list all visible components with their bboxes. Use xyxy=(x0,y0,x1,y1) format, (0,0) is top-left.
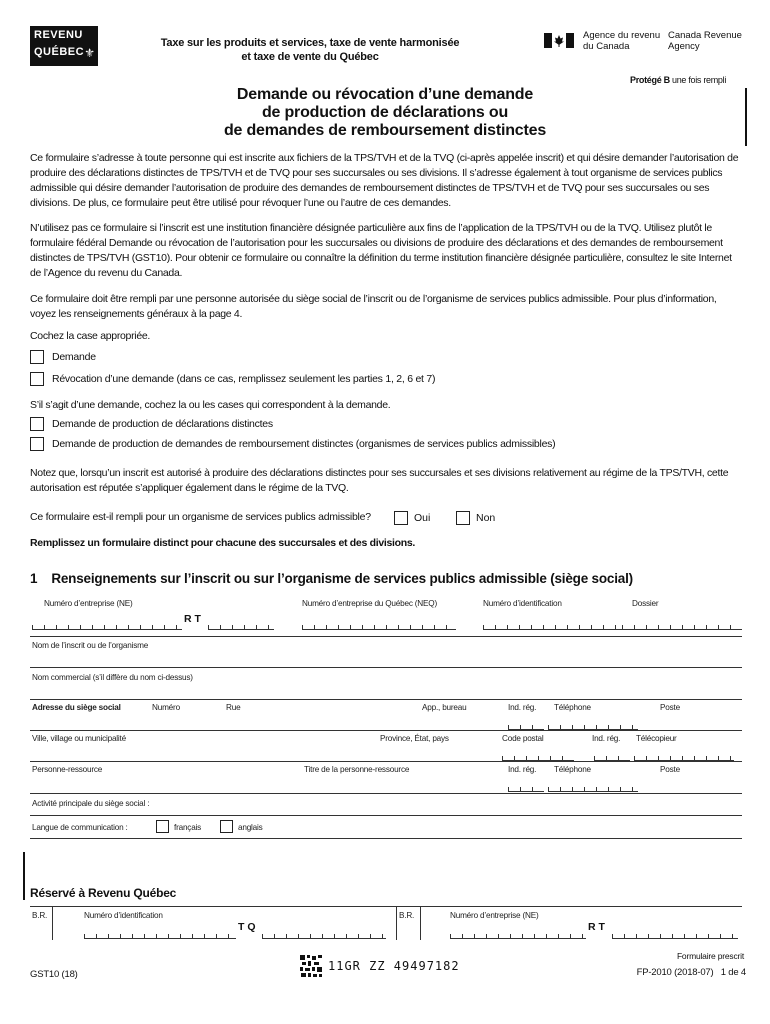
page-title xyxy=(150,86,620,140)
anglais-checkbox[interactable] xyxy=(220,820,233,833)
organism-question-row xyxy=(30,511,371,523)
adresse-label: Adresse du siège social xyxy=(32,703,121,712)
code-postal-label: Code postal xyxy=(502,734,544,743)
nom-inscrit-input[interactable] xyxy=(30,652,742,666)
titre-label: Titre de la personne-ressource xyxy=(304,765,410,774)
personne-label: Personne-ressource xyxy=(32,765,103,774)
non-option xyxy=(456,511,495,525)
ind-reg-input-1[interactable] xyxy=(508,722,544,730)
title-line2: de production de déclarations ou xyxy=(261,104,509,121)
cra-name-en xyxy=(668,30,742,52)
neq-label: Numéro d’entreprise du Québec (NEQ) xyxy=(302,599,437,608)
titre-input[interactable] xyxy=(302,776,498,790)
reserved-top-line xyxy=(30,906,742,907)
nom-commercial-input[interactable] xyxy=(30,684,742,698)
francais-label: français xyxy=(174,823,202,832)
poste-label-2: Poste xyxy=(660,765,680,774)
demande-checkbox[interactable] xyxy=(30,350,44,364)
code-postal-input[interactable] xyxy=(502,753,574,761)
demande-label: Demande xyxy=(52,350,96,363)
tax-title-line1: Taxe sur les produits et services, taxe de vente harmonisée xyxy=(160,37,460,49)
rue-label: Rue xyxy=(226,703,241,712)
personne-input[interactable] xyxy=(30,776,300,790)
section1-heading xyxy=(30,571,633,586)
revocation-label: Révocation d’une demande (dans ce cas, remplissez seulement les parties 1, 2, 6 et 7) xyxy=(52,372,436,385)
option-revocation xyxy=(30,372,435,386)
reserved-divider-2 xyxy=(396,906,397,940)
remboursements-checkbox[interactable] xyxy=(30,437,44,451)
reserved-divider-1 xyxy=(52,906,53,940)
telecopieur-input[interactable] xyxy=(634,753,734,761)
fleur-de-lis-icon: ⚜ xyxy=(84,46,95,60)
activite-label: Activité principale du siège social : xyxy=(32,799,150,808)
option-demande xyxy=(30,350,96,364)
tax-title-line2: et taxe de vente du Québec xyxy=(241,51,379,63)
ne-input[interactable] xyxy=(32,622,182,630)
reserved-title: Réservé à Revenu Québec xyxy=(30,886,177,900)
grid-line xyxy=(30,667,742,668)
oui-checkbox[interactable] xyxy=(394,511,408,525)
declarations-label: Demande de production de déclarations distinctes xyxy=(52,417,273,430)
intro-paragraph-2: N’utilisez pas ce formulaire si l’inscrit est une institution financière désignée particulière aux fins de l’application de la TPS/TVH ou de la TVQ. Utilisez plutôt le formulaire fédéral Demande ou révocation de l’autorisation pour les succursales ou divisions de produire des déclarations et des demandes de remboursement distinctes de TPS/TVH (GST10). Pour obtenir ce formulaire ou connaître la définition du terme institution financière désignée particulière, consultez le site Internet de l’Agence du revenu du Canada. xyxy=(30,222,732,279)
organism-question: Ce formulaire est-il rempli pour un organisme de services publics admissible? xyxy=(30,511,371,523)
anglais-label: anglais xyxy=(238,823,263,832)
ne-rt-label: R T xyxy=(184,613,201,625)
reserved-num-id-label: Numéro d’identification xyxy=(84,911,163,920)
ville-label: Ville, village ou municipalité xyxy=(32,734,126,743)
ind-reg-label-1: Ind. rég. xyxy=(508,703,537,712)
note-paragraph: Notez que, lorsqu’un inscrit est autorisé à produire des déclarations distinctes pour ses succursales et ses divisions relativement au régime de la TPS/TVH, cette autorisation est réputée s’appliquer également dans le régime de la TVQ. xyxy=(30,467,729,494)
intro-paragraph-1: Ce formulaire s’adresse à toute personne qui est inscrite aux fichiers de la TPS/TVH et de la TVQ (ci-après appelée inscrit) et qui désire demander l’autorisation de produire des déclarations distinctes de TPS/TVH et de TVQ pour ses succursales ou ses divisions. Il s’adresse également à tout organisme de services publics admissible qui désire demander l’autorisation de produire des demandes de remboursement distinctes de TPS/TVH et de TVQ pour ses succursales ou ses divisions. De plus, ce formulaire peut être utilisé pour révoquer l’une ou l’autre de ces demandes. xyxy=(30,152,739,209)
title-line1: Demande ou révocation d’une demande xyxy=(236,86,534,103)
intro-paragraph-4: Cochez la case appropriée. xyxy=(30,330,151,342)
if-demande-instruction: S’il s’agit d’une demande, cochez la ou les cases qui correspondent à la demande. xyxy=(30,399,391,411)
poste-input-2[interactable] xyxy=(650,776,740,790)
neq-input[interactable] xyxy=(302,622,456,630)
cra-fr-line1: Agence du revenu xyxy=(583,30,661,41)
telephone-label-2: Téléphone xyxy=(554,765,591,774)
reserved-tq-input[interactable] xyxy=(262,931,386,939)
poste-input-1[interactable] xyxy=(650,714,740,728)
langue-label: Langue de communication : xyxy=(32,823,128,832)
province-label: Province, État, pays xyxy=(380,734,449,743)
reserved-br2-label: B.R. xyxy=(399,911,415,920)
app-label: App., bureau xyxy=(422,703,467,712)
grid-line xyxy=(30,793,742,794)
ind-reg-input-3[interactable] xyxy=(508,784,544,792)
reserved-num-ent-label: Numéro d’entreprise (NE) xyxy=(450,911,539,920)
ind-reg-input-2[interactable] xyxy=(594,753,630,761)
protected-suffix: une fois rempli xyxy=(669,75,727,85)
address-input[interactable] xyxy=(148,714,498,728)
numero-label: Numéro xyxy=(152,703,180,712)
grid-line xyxy=(30,761,742,762)
rq-logo-line1: REVENU xyxy=(34,29,83,41)
telephone-label-1: Téléphone xyxy=(554,703,591,712)
title-line3: de demandes de remboursement distinctes xyxy=(223,122,547,139)
reserved-rt-label: R T xyxy=(588,921,605,933)
province-input[interactable] xyxy=(376,745,496,759)
ind-reg-label-2: Ind. rég. xyxy=(592,734,621,743)
nom-commercial-label: Nom commercial (s’il diffère du nom ci-dessus) xyxy=(32,673,193,682)
barcode-icon xyxy=(300,955,322,977)
rq-logo-line2: QUÉBEC xyxy=(34,46,85,58)
reserved-divider-3 xyxy=(420,906,421,940)
cra-en-line2: Agency xyxy=(668,41,700,52)
non-label: Non xyxy=(476,511,496,524)
francais-checkbox[interactable] xyxy=(156,820,169,833)
ne-program-input[interactable] xyxy=(208,622,274,630)
ville-input[interactable] xyxy=(30,745,370,759)
declarations-checkbox[interactable] xyxy=(30,417,44,431)
top-right-margin-line xyxy=(745,88,747,146)
separate-form-note: Remplissez un formulaire distinct pour chacune des succursales et des divisions. xyxy=(30,537,416,549)
reserved-rt-input[interactable] xyxy=(612,931,738,939)
protected-label: Protégé B xyxy=(630,75,670,85)
protected-b-mark xyxy=(630,75,726,85)
poste-label-1: Poste xyxy=(660,703,680,712)
cra-fr-line2: du Canada xyxy=(583,41,630,52)
telephone-input-2[interactable] xyxy=(548,784,638,792)
dossier-label: Dossier xyxy=(632,599,659,608)
prescribed-label: Formulaire prescrit xyxy=(676,951,744,961)
tax-title xyxy=(120,36,500,64)
num-id-input[interactable] xyxy=(483,622,623,630)
cra-name-fr xyxy=(583,30,660,52)
revocation-checkbox[interactable] xyxy=(30,372,44,386)
nom-inscrit-label: Nom de l’inscrit ou de l’organisme xyxy=(32,641,149,650)
grid-line xyxy=(30,699,742,700)
form-code: GST10 (18) xyxy=(30,969,78,980)
barcode-text: 11GR ZZ 49497182 xyxy=(328,959,460,973)
cra-en-line1: Canada Revenue xyxy=(668,30,742,41)
grid-line xyxy=(30,730,742,731)
reserved-num-id-input[interactable] xyxy=(84,931,236,939)
bottom-left-margin-line xyxy=(23,852,25,900)
remboursements-label: Demande de production de demandes de remboursement distinctes (organismes de services publics admissibles) xyxy=(52,437,556,450)
ne-label: Numéro d’entreprise (NE) xyxy=(44,599,133,608)
reserved-br-label: B.R. xyxy=(32,911,48,920)
reserved-tq-label: T Q xyxy=(238,921,256,933)
num-id-label: Numéro d’identification xyxy=(483,599,562,608)
dossier-input[interactable] xyxy=(622,622,742,630)
option-remboursements xyxy=(30,437,555,451)
fp-page-number: FP-2010 (2018-07) 1 de 4 xyxy=(636,967,746,978)
non-checkbox[interactable] xyxy=(456,511,470,525)
telecopieur-label: Télécopieur xyxy=(636,734,677,743)
intro-paragraph-3: Ce formulaire doit être rempli par une personne autorisée du siège social de l’inscrit ou de l’organisme de services publics admissible. Pour plus d’information, voyez les renseignements généraux à la page 4. xyxy=(30,293,717,320)
grid-line xyxy=(30,815,742,816)
section1-number: 1 xyxy=(30,571,38,586)
oui-label: Oui xyxy=(414,511,431,524)
oui-option xyxy=(394,511,430,525)
reserved-ne-input[interactable] xyxy=(450,931,586,939)
activite-input[interactable] xyxy=(170,796,740,812)
canada-flag-icon xyxy=(544,33,574,48)
option-declarations xyxy=(30,417,273,431)
section1-title: Renseignements sur l’inscrit ou sur l’organisme de services publics admissible (siège social) xyxy=(51,571,633,586)
grid-line xyxy=(30,636,742,637)
telephone-input-1[interactable] xyxy=(548,722,638,730)
revenu-quebec-logo xyxy=(30,26,98,66)
grid-line xyxy=(30,838,742,839)
ind-reg-label-3: Ind. rég. xyxy=(508,765,537,774)
